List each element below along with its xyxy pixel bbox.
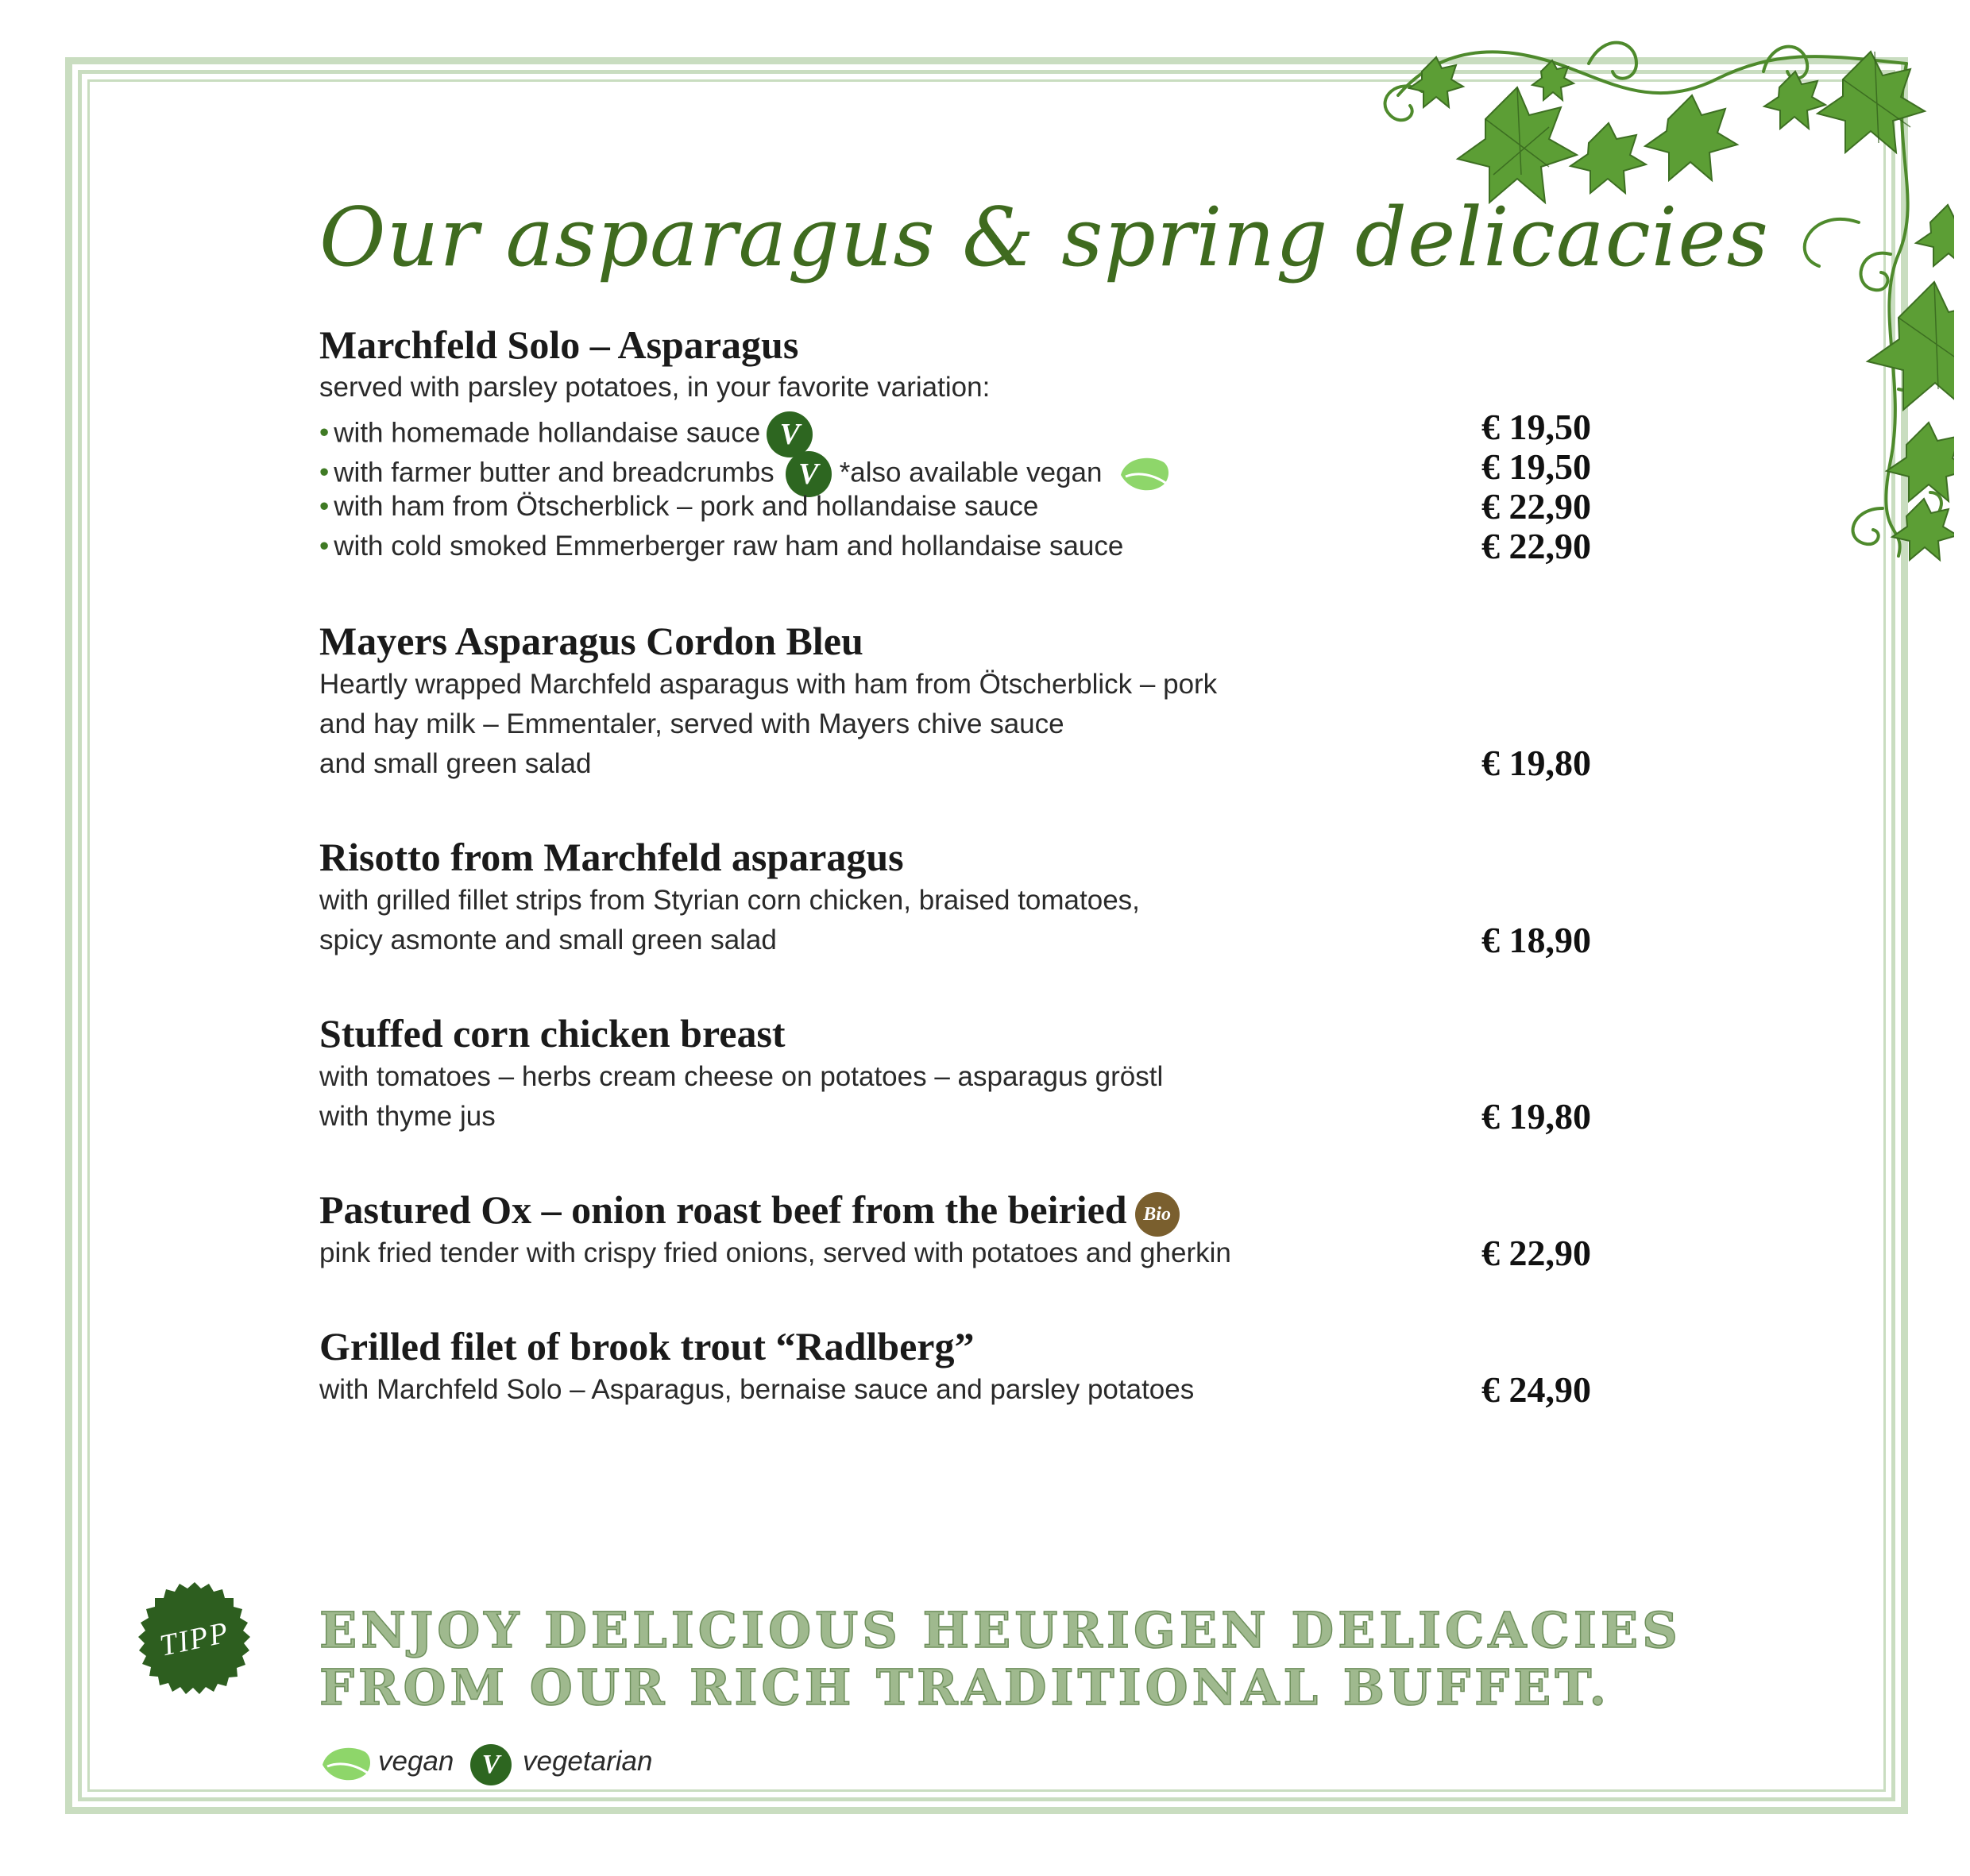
price: € 24,90 [1481,1369,1591,1410]
bio-badge-icon: Bio [1135,1192,1180,1237]
price: € 19,50 [1481,446,1591,487]
vegan-note: *also available vegan [839,457,1103,488]
price: € 22,90 [1481,526,1591,566]
dish-description: and small green salad [319,748,592,779]
legend-vegetarian: vegetarian [523,1746,653,1777]
bullet: • [319,417,330,449]
vine-decoration [1350,16,1954,572]
vegetarian-badge-icon: V [786,451,832,497]
dish-description: with grilled fillet strips from Styrian corn chicken, braised tomatoes, [319,885,1140,916]
menu-title: Our asparagus & spring delicacies [319,191,1770,285]
dish-variant [319,531,1123,562]
vegetarian-badge-icon: V [767,411,813,457]
dish-description: and hay milk – Emmentaler, served with Mayers chive sauce [319,708,1064,739]
price: € 19,50 [1481,407,1591,447]
price: € 19,80 [1481,743,1591,783]
variant-text: with homemade hollandaise sauce [334,417,761,449]
leaf-icon [1118,454,1173,494]
variant-text: with farmer butter and breadcrumbs [334,457,774,488]
dish-title: Risotto from Marchfeld asparagus [319,835,904,879]
dish-description: with thyme jus [319,1101,496,1132]
buffet-line: FROM OUR RICH TRADITIONAL BUFFET. [319,1658,1611,1716]
legend-vegan: vegan [378,1746,454,1777]
dish-description: pink fried tender with crispy fried onions, served with potatoes and gherkin [319,1237,1231,1268]
variant-text: with cold smoked Emmerberger raw ham and hollandaise sauce [334,531,1124,562]
bullet: • [319,457,330,488]
buffet-line: ENJOY DELICIOUS HEURIGEN DELICACIES [319,1601,1682,1659]
dish-description: with tomatoes – herbs cream cheese on potatoes – asparagus gröstl [319,1061,1164,1092]
dish-variant [319,491,1038,523]
price: € 19,80 [1481,1096,1591,1137]
dish-title: Mayers Asparagus Cordon Bleu [319,619,863,663]
price: € 22,90 [1481,1233,1591,1273]
dish-title: Marchfeld Solo – Asparagus [319,322,799,367]
dish-title: Grilled filet of brook trout “Radlberg” [319,1324,975,1368]
variant-text: with ham from Ötscherblick – pork and hollandaise sauce [334,491,1039,522]
bullet: • [319,531,330,562]
price: € 18,90 [1481,920,1591,960]
dish-title: Stuffed corn chicken breast [319,1011,786,1056]
dish-description: served with parsley potatoes, in your favorite variation: [319,372,991,403]
bullet: • [319,491,330,522]
dish-description: with Marchfeld Solo – Asparagus, bernaise sauce and parsley potatoes [319,1374,1195,1405]
dish-description: spicy asmonte and small green salad [319,924,777,955]
leaf-icon [319,1744,375,1784]
price: € 22,90 [1481,486,1591,527]
tipp-label: TIPP [156,1615,233,1663]
dish-title: Pastured Ox – onion roast beef from the beiried [319,1187,1127,1232]
dish-description: Heartly wrapped Marchfeld asparagus with ham from Ötscherblick – pork [319,669,1218,700]
vegetarian-badge-icon: V [470,1744,512,1785]
dish-title-row [319,1187,1180,1237]
